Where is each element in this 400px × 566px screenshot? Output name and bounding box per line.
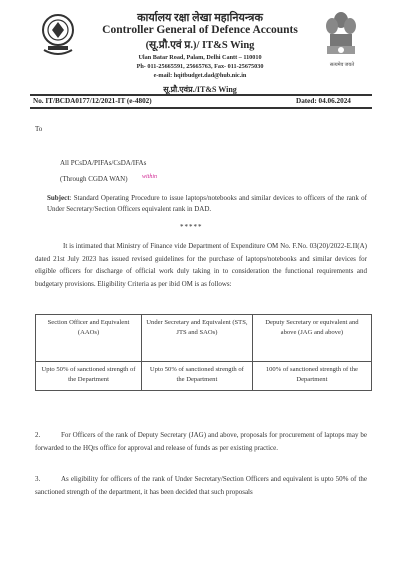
paragraph-2-text: For Officers of the rank of Deputy Secretary (JAG) and above, proposals for procurement of laptops may be forwarded to the HQrs office for approval and release of funds as per existing practice. xyxy=(35,431,367,452)
office-address: Ulan Batar Road, Palam, Delhi Cantt – 110010 xyxy=(138,54,262,61)
office-phone: Ph- 011-25665591, 25665763, Fax- 011-25675030 xyxy=(136,63,264,70)
table-value-so: Upto 50% of sanctioned strength of the Department xyxy=(36,362,142,391)
national-emblem-icon xyxy=(323,8,359,68)
table-header-us: Under Secretary and Equivalent (STS, JTS and SAOs) xyxy=(142,315,253,362)
paragraph-2-number: 2. xyxy=(35,431,41,439)
paragraph-3-number: 3. xyxy=(35,475,41,483)
subject-label: Subject xyxy=(47,194,70,202)
header-rule-top xyxy=(30,94,372,96)
paragraph-3-text: As eligibility for officers of the rank of Under Secretary/Section Officers and equivalent is upto 50% of the sanctioned strength of the department, it has been decided that such proposals xyxy=(35,475,367,496)
subject-text: : Standard Operating Procedure to issue laptops/notebooks and similar devices to officers of the rank of Under Secretary/Section Officers equivalent rank in DAD. xyxy=(47,194,367,213)
addressee-list: All PCsDA/PIFAs/CsDA/IFAs xyxy=(60,159,147,167)
table-header-ds: Deputy Secretary or equivalent and above (JAG and above) xyxy=(252,315,371,362)
office-email: e-mail: hqitbudget.dad@hub.nic.in xyxy=(153,72,247,79)
handwritten-note: within xyxy=(142,174,158,180)
letter-date: Dated: 04.06.2024 xyxy=(296,97,351,105)
office-title-hindi: कार्यालय रक्षा लेखा महानियन्त्रक xyxy=(137,12,263,24)
table-header-so: Section Officer and Equivalent (AAOs) xyxy=(36,315,142,362)
separator-stars: ***** xyxy=(180,223,203,231)
organisation-name: Controller General of Defence Accounts xyxy=(102,24,298,36)
wing-name: (सू.प्रौ.एवं प्र.)/ IT&S Wing xyxy=(145,40,255,51)
paragraph-2 xyxy=(35,429,367,454)
header-rule-bottom xyxy=(30,107,372,109)
wing-name-hindi: सू.प्रौ.एवंप्र./IT&S Wing xyxy=(163,85,237,94)
to-label: To xyxy=(35,125,43,133)
table-value-ds: 100% of sanctioned strength of the Department xyxy=(252,362,371,391)
paragraph-3 xyxy=(35,473,367,498)
table-value-us: Upto 50% of sanctioned strength of the Department xyxy=(142,362,253,391)
eligibility-table xyxy=(35,314,372,391)
cgda-logo-icon xyxy=(38,10,78,62)
letter-number: No. IT/BCDA0177/12/2021-IT (e-4802) xyxy=(33,97,152,105)
through-line: (Through CGDA WAN) xyxy=(60,175,128,183)
subject-line xyxy=(47,193,367,215)
paragraph-1: It is intimated that Ministry of Finance vide Department of Expenditure OM No. F.No. 03(20)/2022-E.II(A) dated 21st July 2023 has issued revised guidelines for the purchase of laptops/notebooks and similar devices for eligible officers for discharge of official work duly taking in to consideration the functional requirements and budgetary provisions. Eligibility Criteria as per ibid OM is as follows: xyxy=(35,242,367,288)
emblem-motto: सत्यमेव जयते xyxy=(329,63,355,68)
